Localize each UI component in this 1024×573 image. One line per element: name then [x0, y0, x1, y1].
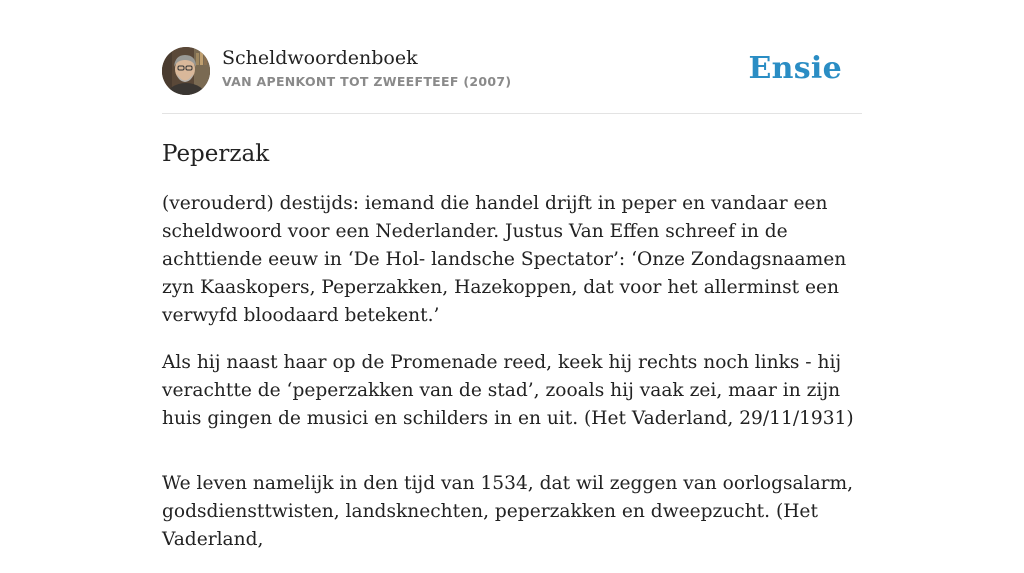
entry-paragraph: (verouderd) destijds: iemand die handel drijft in peper en vandaar een scheldwoord voor een Nederlander. Justus Van Effen schreef in de achttiende eeuw in ‘De Hol- landsche Spectator’: ‘Onze Zondagsnaamen zyn Kaaskopers, Peperzakken, Hazekoppen, dat voor het allerminst een verwyfd bloodaard betekent.’ [162, 193, 847, 326]
brand-logo[interactable]: Ensie [748, 51, 842, 86]
page-container [162, 0, 862, 573]
author-name[interactable]: Scheldwoordenboek [222, 47, 418, 69]
entry-title: Peperzak [162, 141, 270, 167]
avatar[interactable] [162, 47, 210, 95]
author-info [222, 46, 511, 89]
header [162, 0, 862, 114]
author-subtitle: VAN APENKONT TOT ZWEEFTEEF (2007) [222, 74, 512, 89]
entry-paragraph: We leven namelijk in den tijd van 1534, dat wil zeggen van oorlogsalarm, godsdiensttwisten, landsknechten, peperzakken en dweepzucht. (Het Vaderland, [162, 473, 854, 550]
entry-body [162, 190, 862, 554]
author-portrait-icon [162, 47, 210, 95]
entry-paragraph: Als hij naast haar op de Promenade reed, keek hij rechts noch links - hij verachtte de ‘peperzakken van de stad’, zooals hij vaak zei, maar in zijn huis gingen de musici en schilders in en uit. (Het Vaderland, 29/11/1931) [162, 352, 854, 429]
